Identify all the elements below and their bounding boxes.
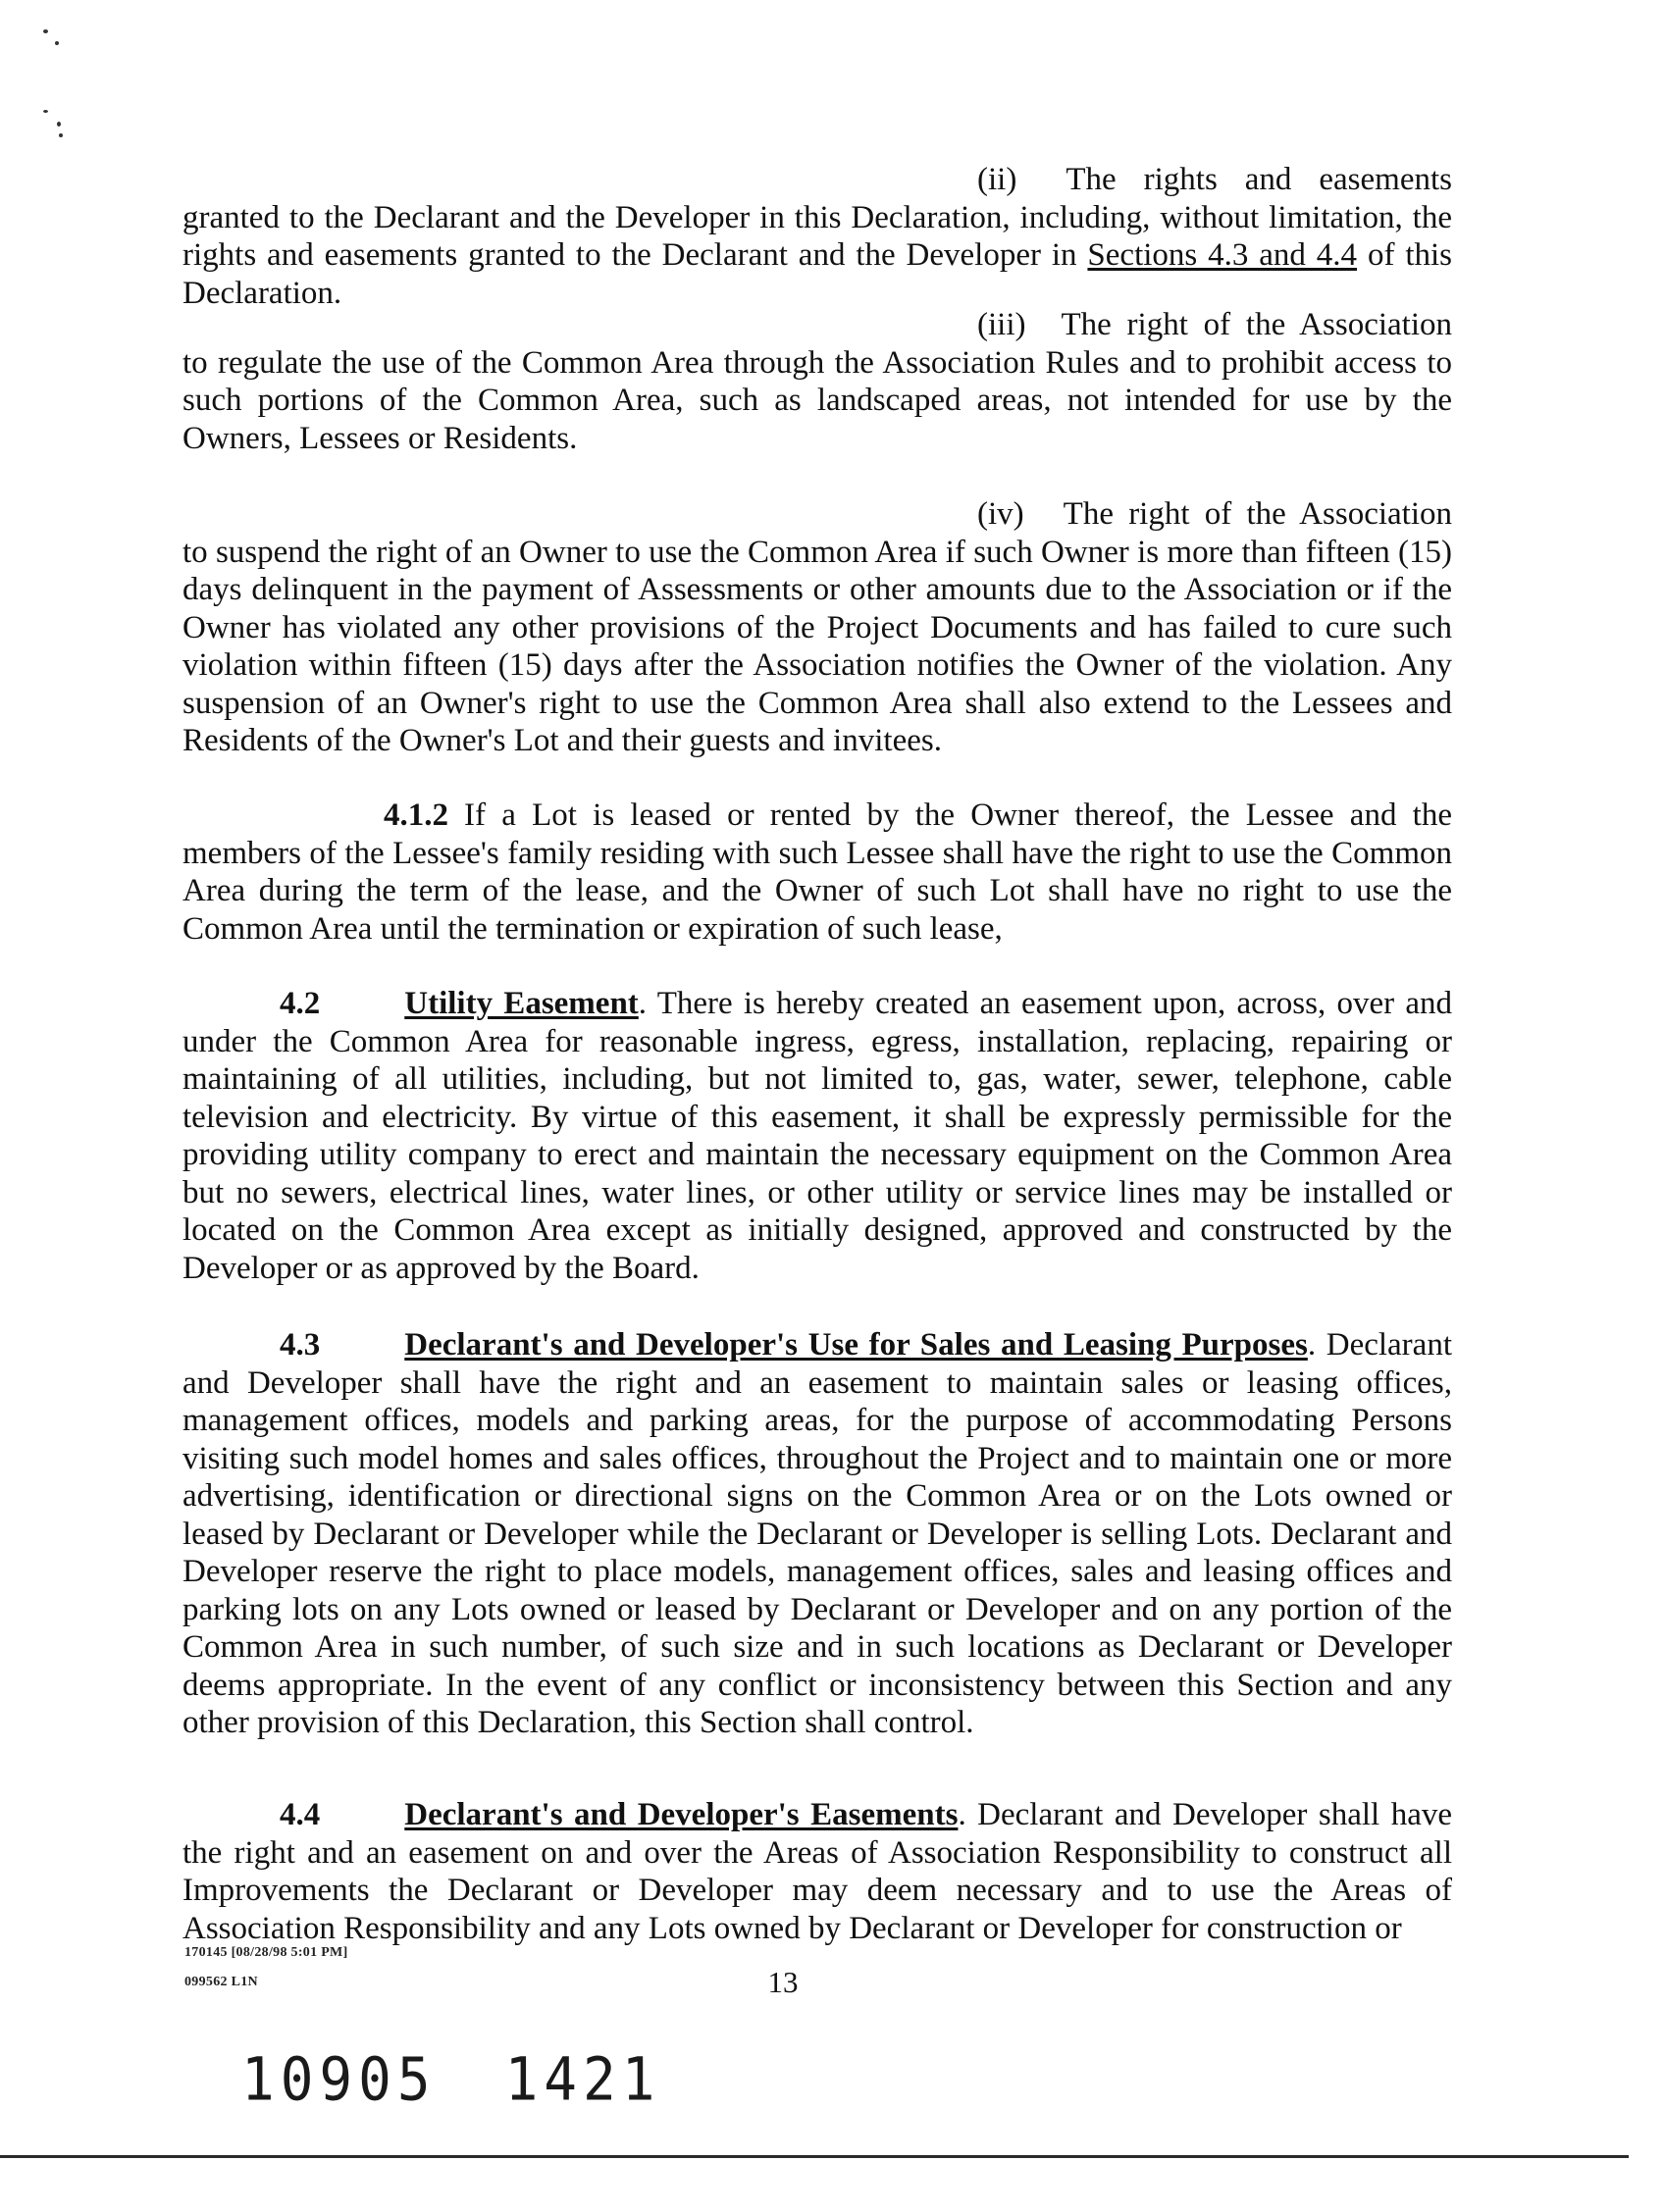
item-ii-label: (ii) <box>977 162 1017 197</box>
item-iv-paragraph <box>182 495 1452 760</box>
section-text: If a Lot is leased or rented by the Owner thereof, the Lessee and the members of the Lessee's family residing with such Lessee shall have the right to use the Common Area during the term of the lease, and the Owner of such Lot shall have no right to use the Common Area until the termination or expiration of such lease, <box>182 797 1452 947</box>
section-number: 4.4 <box>280 1797 321 1832</box>
section-text: . Declarant and Developer shall have the right and an easement on and over the Areas of Association Responsibility to construct all Improvements the Declarant or Developer may deem necessary and to use the Areas of Association Responsibility and any Lots owned by Declarant or Developer for construction or <box>182 1797 1452 1946</box>
scan-speck <box>57 122 61 127</box>
section-4-2 <box>182 985 1452 1287</box>
section-title: Declarant's and Developer's Use for Sales and Leasing Purposes <box>404 1327 1308 1363</box>
item-iv-text: The right of the Association to suspend the right of an Owner to use the Common Area if such Owner is more than fifteen (15) days delinquent in the payment of Assessments or other amounts due to the Association or if the Owner has violated any other provisions of the Project Documents and has failed to cure such violation within fifteen (15) days after the Association notifies the Owner of the violation. Any suspension of an Owner's right to use the Common Area shall also extend to the Lessees and Residents of the Owner's Lot and their guests and invitees. <box>182 496 1452 758</box>
section-4-1-2 <box>182 797 1452 948</box>
item-iii-text: The right of the Association to regulate the use of the Common Area through the Association Rules and to prohibit access to such portions of the Common Area, such as landscaped areas, not intended for use by the Owners, Lessees or Residents. <box>182 307 1452 456</box>
page-number: 13 <box>767 1965 799 1999</box>
item-ii-paragraph <box>182 161 1452 312</box>
section-title: Declarant's and Developer's Easements <box>404 1797 959 1832</box>
section-number: 4.1.2 <box>384 797 448 833</box>
bottom-scan-line <box>0 2155 1629 2158</box>
section-text: . Declarant and Developer shall have the right and an easement to maintain sales or leasing offices, management offices, models and parking areas, for the purpose of accommodating Persons visiting such model homes and sales offices, throughout the Project and to maintain one or more advertising, identification or directional signs on the Common Area or on the Lots owned or leased by Declarant or Developer while the Declarant or Developer is selling Lots. Declarant and Developer reserve the right to place models, management offices, sales and leasing offices and parking lots on any Lots owned or leased by Declarant or Developer and on any portion of the Common Area in such number, of such size and in such locations as Declarant or Developer deems appropriate. In the event of any conflict or inconsistency between this Section and any other provision of this Declaration, this Section shall control. <box>182 1327 1452 1740</box>
scan-speck <box>43 110 48 113</box>
scan-speck <box>55 41 59 45</box>
scan-speck <box>43 29 48 33</box>
recording-stamp <box>241 2045 660 2114</box>
stamp-book: 10905 <box>241 2045 437 2115</box>
item-ii-text: The rights and easements granted to the Declarant and the Developer in this Declaration, including, without limitation, the rights and easements granted to the Declarant and the Developer in <box>182 162 1452 273</box>
section-4-3 <box>182 1326 1452 1742</box>
stamp-page: 1421 <box>504 2045 661 2115</box>
footer-file-code: 099562 L1N <box>184 1975 258 1989</box>
item-iii-paragraph <box>182 306 1452 457</box>
scan-speck <box>59 133 63 137</box>
item-iii-label: (iii) <box>977 307 1026 342</box>
item-iv-label: (iv) <box>977 496 1024 532</box>
section-4-4 <box>182 1796 1452 1947</box>
section-text: . There is hereby created an easement upon, across, over and under the Common Area for reasonable ingress, egress, installation, replacing, repairing or maintaining of all utilities, including, but not limited to, gas, water, sewer, telephone, cable television and electricity. By virtue of this easement, it shall be expressly permissible for the providing utility company to erect and maintain the necessary equipment on the Common Area but no sewers, electrical lines, water lines, or other utility or service lines may be installed or located on the Common Area except as initially designed, approved and constructed by the Developer or as approved by the Board. <box>182 986 1452 1286</box>
section-number: 4.2 <box>280 986 321 1021</box>
section-title: Utility Easement <box>404 986 639 1021</box>
section-number: 4.3 <box>280 1327 321 1363</box>
item-ii-text-end: of this Declaration. <box>182 237 1453 311</box>
section-reference: Sections 4.3 and 4.4 <box>1087 237 1358 273</box>
footer-doc-id: 170145 [08/28/98 5:01 PM] <box>184 1945 348 1960</box>
